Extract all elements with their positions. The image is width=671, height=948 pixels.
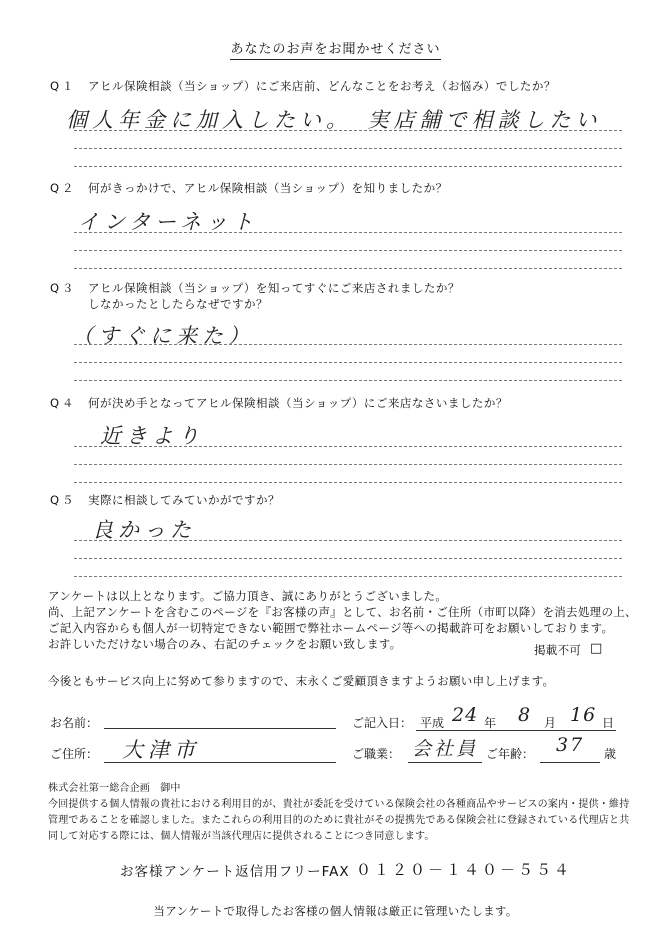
year-value[interactable]: 24: [452, 704, 479, 726]
month-value[interactable]: 8: [518, 704, 532, 726]
refuse-label: 掲載不可: [534, 643, 582, 657]
fax-label: お客様アンケート返信用フリーFAX: [120, 864, 350, 880]
answer-line: [74, 232, 622, 233]
answer-line: [74, 380, 622, 381]
era-label: 平成: [420, 716, 445, 730]
fax-number[interactable]: ０１２０－１４０－５５４: [356, 861, 573, 879]
job-value[interactable]: 会社員: [412, 738, 479, 760]
answer-line: [74, 344, 622, 345]
age-value[interactable]: 37: [556, 734, 585, 756]
answer-text[interactable]: 良かった: [92, 518, 196, 542]
privacy-text: 同して対応する際には、個人情報が当該代理店に提供されることにつき同意します。: [48, 831, 435, 842]
day-value[interactable]: 16: [570, 704, 597, 726]
answer-text[interactable]: （すぐに来た）: [72, 324, 254, 348]
answer-line: [74, 130, 622, 131]
refuse-checkbox[interactable]: □: [590, 641, 603, 656]
question-number: Q２: [50, 181, 77, 195]
answer-text[interactable]: 近きより: [100, 424, 204, 448]
question-number: Q１: [50, 79, 77, 93]
name-field[interactable]: [104, 712, 336, 730]
answer-line: [74, 482, 622, 483]
company-name: 株式会社第一総合企画 御中: [48, 783, 181, 794]
closing-text: 尚、上記アンケートを含むこのページを『お客様の声』として、お名前・ご住所（市町以降）を消去処理の上、: [48, 605, 637, 619]
closing-text: アンケートは以上となります。ご協力頂き、誠にありがとうございました。: [48, 589, 448, 603]
address-underline: [104, 762, 336, 763]
answer-line: [74, 148, 622, 149]
day-unit: 日: [602, 716, 615, 730]
age-unit: 歳: [604, 747, 617, 761]
closing-text: お許しいただけない場合のみ、右記のチェックをお願い致します。: [48, 637, 402, 651]
question-text: アヒル保険相談（当ショップ）にご来店前、どんなことをお考え（お悩み）でしたか？: [88, 79, 556, 93]
privacy-text: 管理であることを確認しました。またこれらの利用目的のために貴社がその提携先である保険会社に登録されている代理店と共: [48, 815, 630, 826]
answer-text[interactable]: 個人年金に加入したい。 実店舗で相談したい: [66, 108, 602, 132]
question-number: Q３: [50, 281, 77, 295]
answer-line: [74, 166, 622, 167]
date-underline: [416, 730, 616, 731]
question-text: 何が決め手となってアヒル保険相談（当ショップ）にご来店なさいましたか？: [88, 396, 508, 410]
address-value[interactable]: 大津市: [122, 738, 200, 762]
age-underline: [540, 762, 600, 763]
closing-text: 今後ともサービス向上に努めて参りますので、末永くご愛顧頂きますようお願い申し上げます。: [48, 674, 555, 688]
closing-text: ご記入内容からも個人が一切特定できない範囲で弊社ホームページ等への掲載許可をお願いしております。: [48, 621, 614, 635]
question-text: アヒル保険相談（当ショップ）を知ってすぐにご来店されましたか？: [88, 281, 460, 295]
answer-line: [74, 250, 622, 251]
privacy-footer: 当アンケートで取得したお客様の個人情報は厳正に管理いたします。: [153, 904, 518, 918]
answer-line: [74, 268, 622, 269]
privacy-text: 今回提供する個人情報の貴社における利用目的が、貴社が委託を受けている保険会社の各種商品やサービスの案内・提供・維持: [48, 799, 630, 810]
job-label: ご職業：: [352, 747, 401, 761]
question-text: 何がきっかけで、アヒル保険相談（当ショップ）を知りましたか？: [88, 181, 448, 195]
date-label: ご記入日：: [352, 716, 413, 730]
answer-text[interactable]: インターネット: [78, 210, 259, 234]
name-underline: [104, 728, 336, 729]
answer-line: [74, 446, 622, 447]
answer-line: [74, 362, 622, 363]
answer-line: [74, 464, 622, 465]
question-text: 実際に相談してみていかがですか？: [88, 493, 280, 507]
year-unit: 年: [484, 716, 497, 730]
month-unit: 月: [544, 716, 557, 730]
answer-line: [74, 558, 622, 559]
question-text: しなかったとしたらなぜですか？: [88, 297, 268, 311]
question-number: Q４: [50, 396, 77, 410]
answer-line: [74, 540, 622, 541]
job-underline: [408, 762, 482, 763]
name-label: お名前：: [50, 716, 99, 730]
age-label: ご年齢：: [486, 747, 535, 761]
address-label: ご住所：: [50, 747, 99, 761]
page-title: あなたのお声をお聞かせください: [0, 38, 671, 57]
question-number: Q５: [50, 493, 77, 507]
answer-line: [74, 576, 622, 577]
